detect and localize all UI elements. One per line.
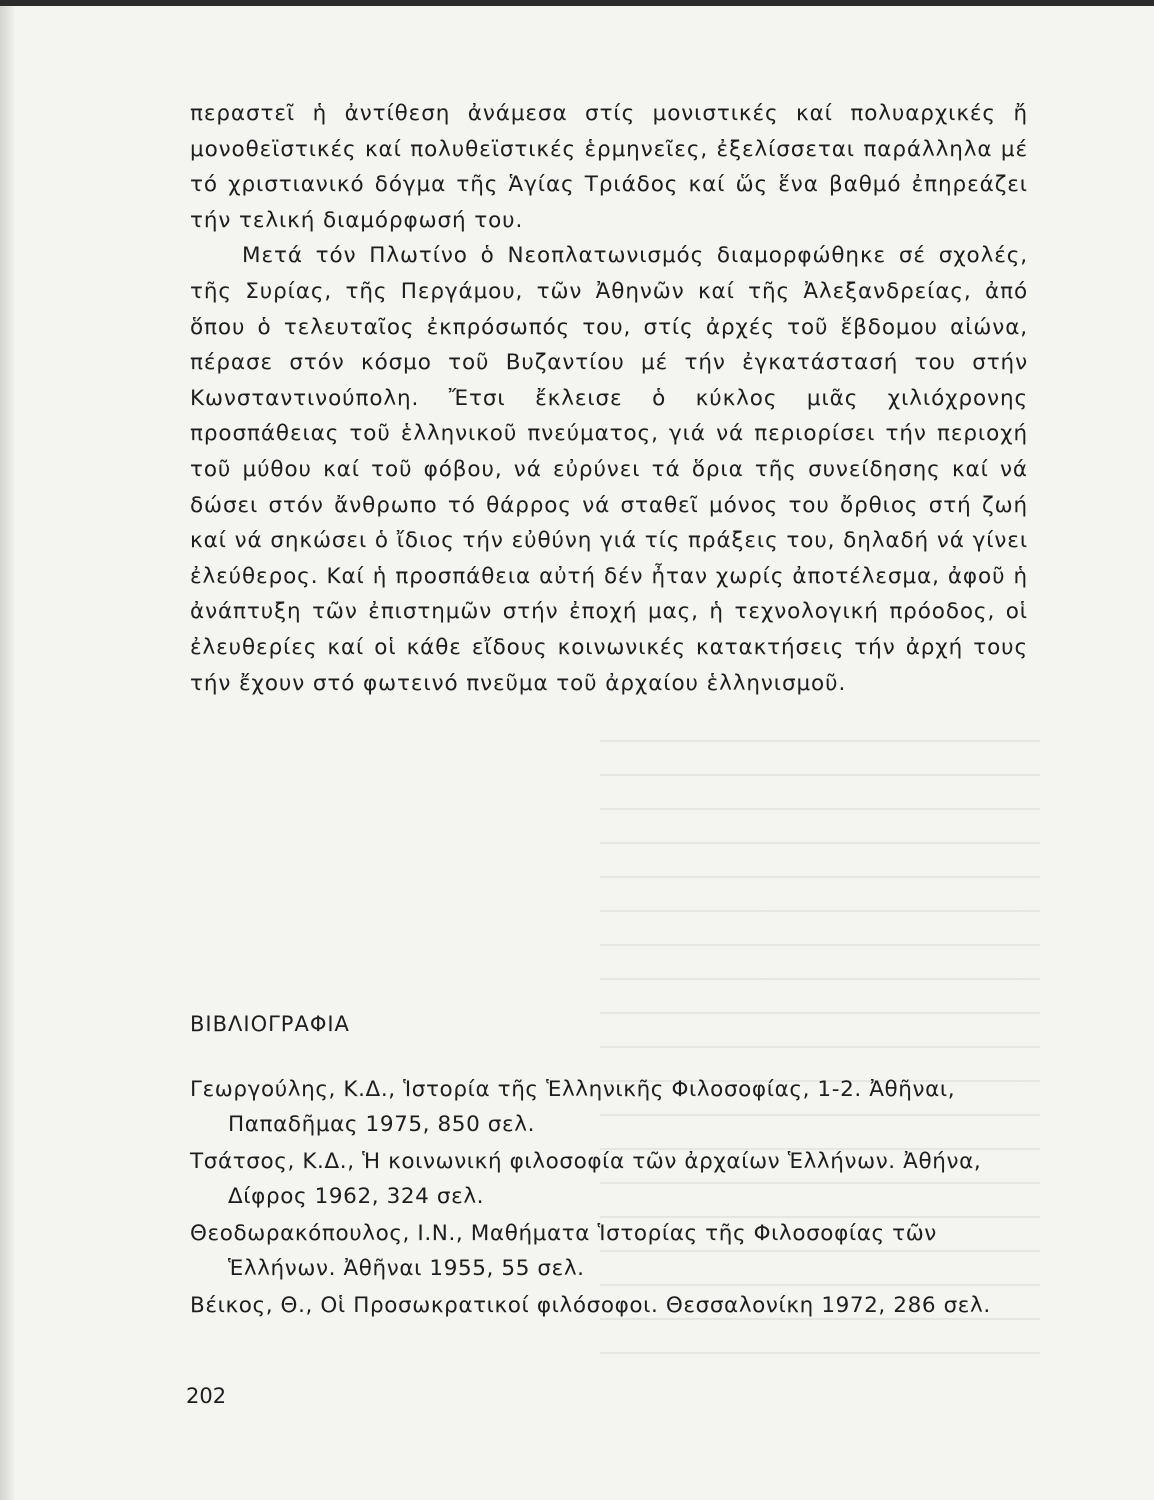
bibliography-heading: ΒΙΒΛΙΟΓΡΑΦΙΑ [190, 1012, 350, 1036]
bibliography-entry: Θεοδωρακόπουλος, Ι.Ν., Μαθήματα Ἱστορίας τῆς Φιλοσοφίας τῶν Ἑλλήνων. Ἀθῆναι 1955, 55 σελ. [190, 1221, 937, 1281]
paragraph-neoplatonism: Μετά τόν Πλωτίνο ὁ Νεοπλατωνισμός διαμορφώθηκε σέ σχολές, τῆς Συρίας, τῆς Περγάμου, τῶν Ἀθηνῶν καί τῆς Ἀλεξανδρείας, ἀπό ὅπου ὁ τελευταῖος ἐκπρόσωπός του, στίς ἀρχές τοῦ ἕβδομου αἰώνα, πέρασε στόν κόσμο τοῦ Βυζαντίου μέ τήν ἐγκατάστασή του στήν Κωνσταντινούπολη. Ἔτσι ἔκλεισε ὁ κύκλος μιᾶς χιλιόχρονης προσπάθειας τοῦ ἑλληνικοῦ πνεύματος, γιά νά περιορίσει τήν περιοχή τοῦ μύθου καί τοῦ φόβου, νά εὐρύνει τά ὅρια τῆς συνείδησης καί νά δώσει στόν ἄνθρωπο τό θάρρος νά σταθεῖ μόνος του ὄρθιος στή ζωή καί νά σηκώσει ὁ ἴδιος τήν εὐθύνη γιά τίς πράξεις του, δηλαδή νά γίνει ἐλεύθερος. Καί ἡ προσπάθεια αὐτή δέν ἦταν χωρίς ἀποτέλεσμα, ἀφοῦ ἡ ἀνάπτυξη τῶν ἐπιστημῶν στήν ἐποχή μας, ἡ τεχνολογική πρόοδος, οἱ ἐλευθερίες καί οἱ κάθε εἴδους κοινωνικές κατακτήσεις τήν ἀρχή τους τήν ἔχουν στό φωτεινό πνεῦμα τοῦ ἀρχαίου ἑλληνισμοῦ. [190, 243, 1028, 696]
main-text [190, 96, 1028, 701]
scan-edge [0, 0, 1154, 6]
bibliography-entry: Τσάτσος, Κ.Δ., Ἡ κοινωνική φιλοσοφία τῶν ἀρχαίων Ἑλλήνων. Ἀθήνα, Δίφρος 1962, 324 σελ. [190, 1149, 982, 1209]
paragraph-continued: περαστεῖ ἡ ἀντίθεση ἀνάμεσα στίς μονιστικές καί πολυαρχικές ἤ μονοθεϊστικές καί πολυθεϊστικές ἑρμηνεῖες, ἐξελίσσεται παράλληλα μέ τό χριστιανικό δόγμα τῆς Ἁγίας Τριάδος καί ὥς ἕνα βαθμό ἐπηρεάζει τήν τελική διαμόρφωσή του. [190, 101, 1028, 233]
binding-shadow [0, 0, 14, 1500]
bibliography-entry: Βέικος, Θ., Οἱ Προσωκρατικοί φιλόσοφοι. Θεσσαλονίκη 1972, 286 σελ. [190, 1293, 991, 1318]
bibliography-list [190, 1072, 1040, 1325]
bibliography-entry: Γεωργούλης, Κ.Δ., Ἱστορία τῆς Ἑλληνικῆς Φιλοσοφίας, 1-2. Ἀθῆναι, Παπαδῆμας 1975, 850 σελ. [190, 1077, 956, 1137]
page-number: 202 [186, 1384, 227, 1408]
